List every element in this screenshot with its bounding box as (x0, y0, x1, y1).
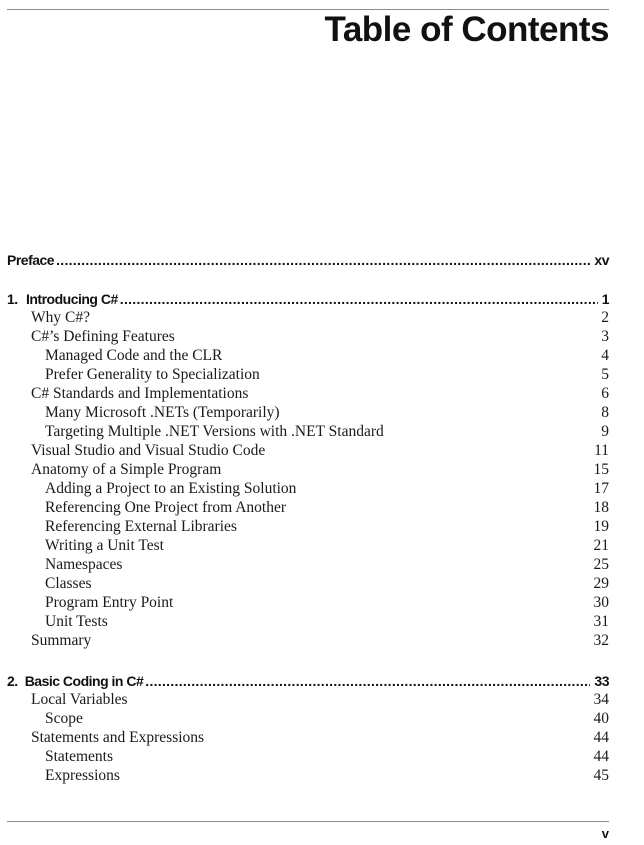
chapter-number: 1. (7, 291, 18, 307)
toc-subsection-label: Many Microsoft .NETs (Temporarily) (45, 404, 280, 421)
toc-subsection-page: 21 (593, 537, 609, 554)
chapter-number: 2. (7, 673, 18, 689)
toc-subsection[interactable] (7, 536, 609, 555)
toc-subsection[interactable] (7, 574, 609, 593)
toc-section[interactable] (7, 460, 609, 479)
toc-subsection-page: 5 (601, 366, 609, 383)
toc-subsection-label: Referencing External Libraries (45, 518, 237, 535)
toc-subsection[interactable] (7, 555, 609, 574)
toc-subsection-label: Targeting Multiple .NET Versions with .NET Standard (45, 423, 384, 440)
toc-subsection[interactable] (7, 612, 609, 631)
toc-subsection-page: 31 (593, 613, 609, 630)
toc-entry-page: xv (594, 252, 609, 268)
toc-subsection[interactable] (7, 498, 609, 517)
chapter-title: Basic Coding in C# (24, 673, 144, 689)
page-title: Table of Contents (324, 10, 609, 49)
toc-subsection-label: Unit Tests (45, 613, 108, 630)
toc-subsection-page: 25 (593, 556, 609, 573)
toc-subsection-label: Classes (45, 575, 92, 592)
toc-section-label: Anatomy of a Simple Program (31, 461, 222, 478)
toc-section-page: 11 (594, 442, 609, 459)
toc-subsection-page: 19 (593, 518, 609, 535)
toc-subsection-page: 45 (593, 767, 609, 784)
toc-subsection[interactable] (7, 747, 609, 766)
toc-subsection[interactable] (7, 346, 609, 365)
toc-subsection-label: Writing a Unit Test (45, 537, 164, 554)
toc-subsection-page: 17 (593, 480, 609, 497)
dot-leader (120, 291, 598, 307)
toc-subsection-label: Statements (45, 748, 114, 765)
toc-section-page: 6 (601, 385, 609, 402)
toc-section-label: Visual Studio and Visual Studio Code (31, 442, 266, 459)
toc-section[interactable] (7, 327, 609, 346)
toc-section-page: 34 (593, 691, 609, 708)
table-of-contents (7, 0, 609, 845)
dot-leader (145, 673, 590, 689)
toc-subsection-label: Namespaces (45, 556, 123, 573)
toc-subsection-label: Adding a Project to an Existing Solution (45, 480, 297, 497)
toc-section[interactable] (7, 441, 609, 460)
toc-section[interactable] (7, 308, 609, 327)
toc-section-label: Statements and Expressions (31, 729, 205, 746)
toc-subsection-page: 8 (601, 404, 609, 421)
toc-section-page: 15 (593, 461, 609, 478)
toc-subsection-page: 40 (593, 710, 609, 727)
toc-subsection-page: 29 (593, 575, 609, 592)
toc-subsection-page: 18 (593, 499, 609, 516)
toc-subsection-page: 44 (593, 748, 609, 765)
toc-entry-label: Preface (7, 252, 55, 268)
toc-subsection-page: 30 (593, 594, 609, 611)
toc-subsection-page: 4 (601, 347, 609, 364)
toc-entry-page: 33 (594, 673, 609, 689)
toc-subsection-label: Referencing One Project from Another (45, 499, 287, 516)
toc-chapter-1[interactable] (7, 288, 609, 307)
dot-leader (56, 252, 590, 268)
toc-subsection-label: Program Entry Point (45, 594, 174, 611)
toc-subsection-page: 9 (601, 423, 609, 440)
toc-section[interactable] (7, 690, 609, 709)
chapter-title: Introducing C# (25, 291, 118, 307)
toc-subsection-label: Managed Code and the CLR (45, 347, 223, 364)
toc-subsection-label: Prefer Generality to Specialization (45, 366, 260, 383)
toc-chapter-2[interactable] (7, 670, 609, 689)
page-number: v (601, 826, 609, 841)
toc-section-page: 2 (601, 309, 609, 326)
toc-subsection-label: Expressions (45, 767, 120, 784)
toc-subsection[interactable] (7, 403, 609, 422)
toc-section[interactable] (7, 728, 609, 747)
toc-subsection[interactable] (7, 766, 609, 785)
toc-section-label: Local Variables (31, 691, 128, 708)
toc-section-label: Why C#? (31, 309, 90, 326)
footer-rule (7, 821, 609, 822)
toc-section-label: C# Standards and Implementations (31, 385, 249, 402)
toc-subsection[interactable] (7, 422, 609, 441)
toc-section-page: 3 (601, 328, 609, 345)
toc-section-label: C#’s Defining Features (31, 328, 175, 345)
toc-subsection[interactable] (7, 593, 609, 612)
toc-section-page: 32 (593, 632, 609, 649)
toc-subsection[interactable] (7, 479, 609, 498)
toc-entry-preface[interactable] (7, 249, 609, 268)
toc-subsection-label: Scope (45, 710, 83, 727)
toc-subsection[interactable] (7, 517, 609, 536)
toc-section[interactable] (7, 631, 609, 650)
toc-entry-page: 1 (601, 291, 609, 307)
toc-subsection[interactable] (7, 365, 609, 384)
toc-subsection[interactable] (7, 709, 609, 728)
toc-section[interactable] (7, 384, 609, 403)
toc-section-label: Summary (31, 632, 92, 649)
toc-section-page: 44 (593, 729, 609, 746)
